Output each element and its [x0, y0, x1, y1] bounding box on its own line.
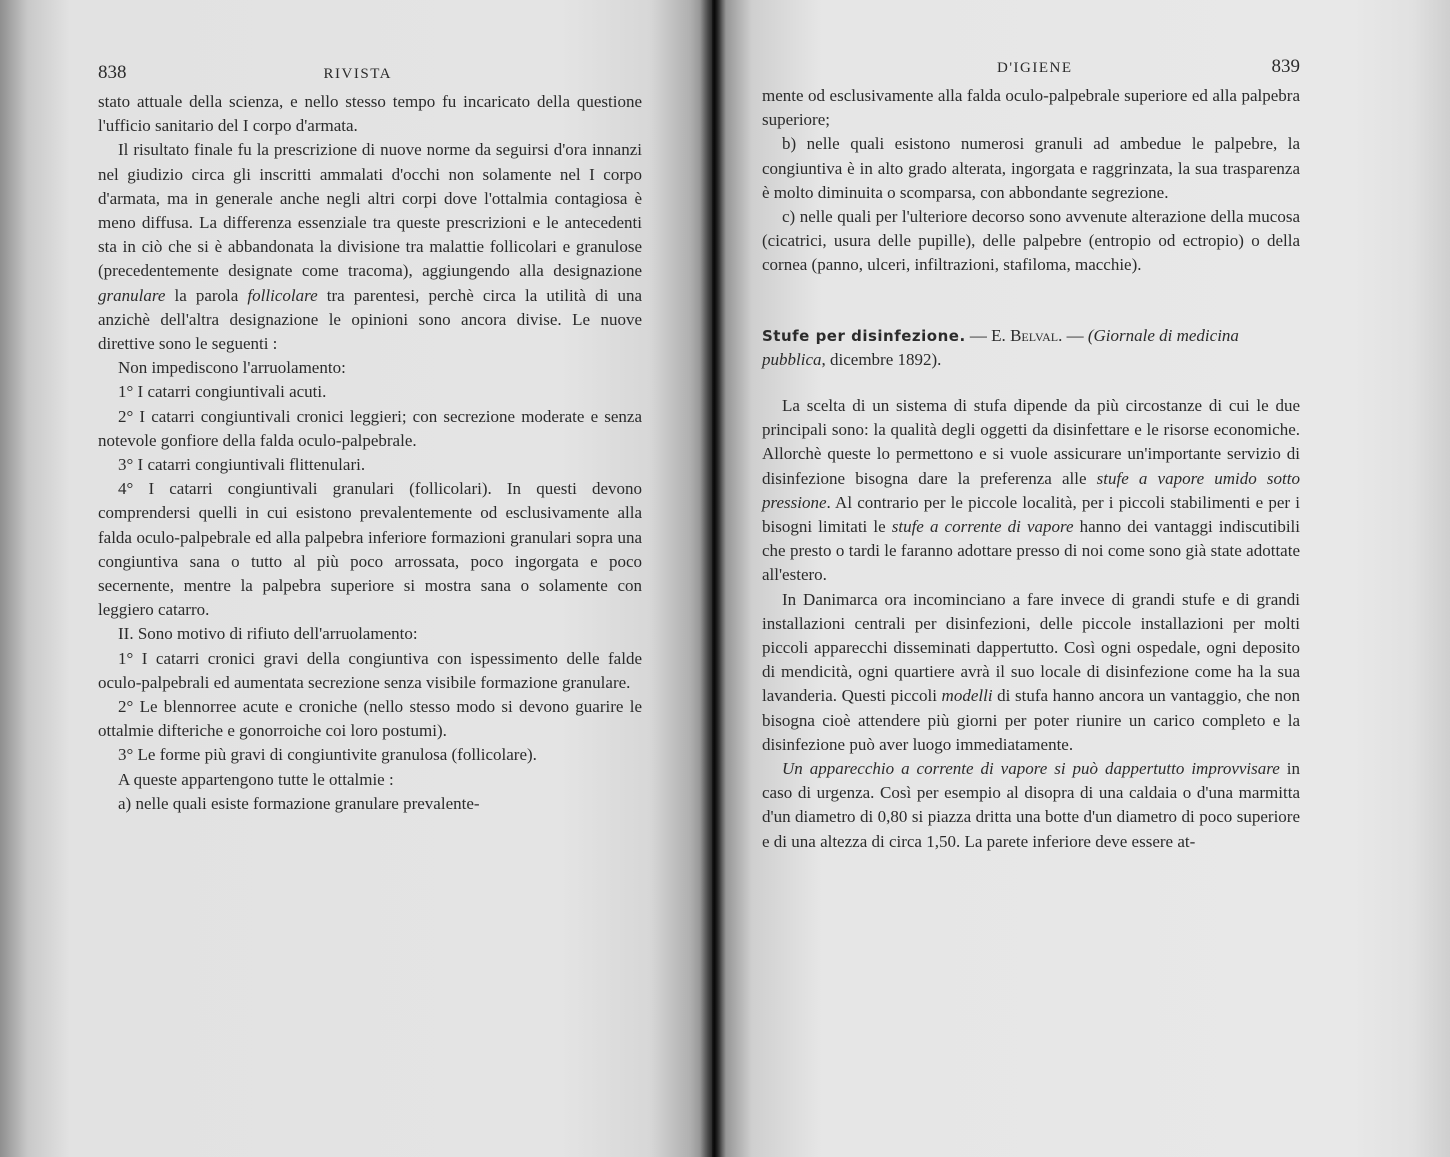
paragraph: A queste appartengono tutte le ottalmie : — [118, 769, 394, 789]
right-page-number: 839 — [1271, 56, 1300, 77]
left-running-header — [98, 62, 642, 84]
section-author: Belval — [1010, 325, 1059, 345]
list-item: 2° I catarri congiuntivali cronici leggieri; con secrezione moderate e senza notevole gonfiore della falda oculo-palpebrale. — [98, 406, 642, 450]
list-heading: Non impediscono l'arruolamento: — [118, 358, 346, 378]
list-heading: II. Sono motivo di rifiuto dell'arruolamento: — [118, 624, 418, 644]
right-page — [712, 0, 1450, 1157]
section-heading: Stufe per disinfezione. — [762, 326, 966, 345]
paragraph: mente od esclusivamente alla falda oculo-palpebrale superiore ed alla palpebra superiore; — [762, 86, 1300, 130]
list-item: b) nelle quali esistono numerosi granuli ad ambedue le palpebre, la congiuntiva è in alto grado alterata, ingorgata e raggrinzata, la sua trasparenza è molto diminuita o scomparsa, con abbondante segrezione. — [762, 134, 1300, 202]
paragraph: stato attuale della scienza, e nello stesso tempo fu incaricato della questione l'ufficio sanitario del I corpo d'armata. — [98, 92, 642, 136]
section-source: (Giornale di medicina pubblica — [762, 325, 1239, 369]
list-item: 3° I catarri congiuntivali flittenulari. — [118, 455, 366, 475]
paragraph: Un apparecchio a corrente di vapore si può dappertutto improvvisare in caso di urgenza. Così per esempio al disopra di una caldaia o d'una marmitta d'un diametro di 0,80 si piazza dritta una botte d'un diametro di poco superiore e di una altezza di circa 1,50. La parete inferiore deve essere at- — [762, 759, 1300, 851]
paragraph: In Danimarca ora incominciano a fare invece di grandi stufe e di grandi installazioni centrali per disinfezioni, delle piccole installazioni per molti piccoli apparecchi disseminati dappertutto. Così ogni ospedale, ogni deposito di mendicità, ogni quartiere avrà il suo locale di disinfezione come ha la sua lavanderia. Questi piccoli modelli di stufa hanno ancora un vantaggio, che non bisogna cioè attendere più giorni per poter riunire un carico completo e la disinfezione può aver luogo immediatamente. — [762, 589, 1300, 754]
list-item: 1° I catarri congiuntivali acuti. — [118, 382, 327, 402]
left-page — [0, 0, 712, 1157]
left-page-number: 838 — [98, 62, 127, 83]
right-running-head: D'IGIENE — [997, 60, 1073, 76]
paragraph: La scelta di un sistema di stufa dipende da più circostanze di cui le due principali sono: la qualità degli oggetti da disinfettare e le risorse economiche. Allorchè queste lo permettono e si vuole assicurare un'importante servizio di disinfezione bisogna dare la preferenza alle stufe a vapore umido sotto pressione. Al contrario per le piccole località, per i piccoli stabilimenti e per i bisogni limitati le stufe a corrente di vapore hanno dei vantaggi indiscutibili che presto o tardi le faranno adottare presso di noi come sono già state adottate all'estero. — [762, 396, 1300, 585]
section-title: Stufe per disinfezione. — E. Belval. — (Giornale di medicina pubblica, dicembre 1892). — [762, 325, 1239, 369]
list-item: 1° I catarri cronici gravi della congiuntiva con ispessimento delle falde oculo-palpebrali ed aumentata secrezione senza visibile formazione granulare. — [98, 648, 642, 692]
book-spine — [700, 0, 726, 1157]
list-item: a) nelle quali esiste formazione granulare prevalente- — [118, 793, 480, 813]
list-item: 4° I catarri congiuntivali granulari (follicolari). In questi devono comprendersi quelli in cui esistono prevalentemente od esclusivamente alla falda oculo-palpebrale ed alla palpebra inferiore formazioni granulari sopra una congiuntiva sana o tutto al più poco arrossata, poco ingorgata e poco secernente, mentre la palpebra superiore si mostra sana o solamente con leggiero catarro. — [98, 479, 642, 620]
right-running-header — [762, 56, 1300, 78]
left-running-head: RIVISTA — [323, 66, 392, 82]
list-item: 3° Le forme più gravi di congiuntivite granulosa (follicolare). — [118, 745, 537, 765]
list-item: c) nelle quali per l'ulteriore decorso sono avvenute alterazione della mucosa (cicatrici, usura delle pupille), delle palpebre (entropio od ectropio) o della cornea (panno, ulceri, infiltrazioni, stafiloma, macchie). — [762, 207, 1300, 275]
list-item: 2° Le blennorree acute e croniche (nello stesso modo si devono guarire le ottalmie difteriche e gonorroiche coi loro postumi). — [98, 697, 642, 741]
paragraph: Il risultato finale fu la prescrizione di nuove norme da seguirsi d'ora innanzi nel giudizio circa gli inscritti ammalati d'occhi non solamente nel I corpo d'armata, ma in generale anche negli altri corpi dove l'ottalmia contagiosa è meno diffusa. La differenza essenziale tra queste prescrizioni e le antecedenti sta in ciò che si è abbandonata la divisione tra malattie follicolari e granulose (precedentemente designate come tracoma), aggiungendo alla designazione granulare la parola follicolare tra parentesi, perchè circa la utilità di una anzichè dell'altra designazione le opinioni sono ancora divise. Le nuove direttive sono le seguenti : — [98, 140, 642, 354]
